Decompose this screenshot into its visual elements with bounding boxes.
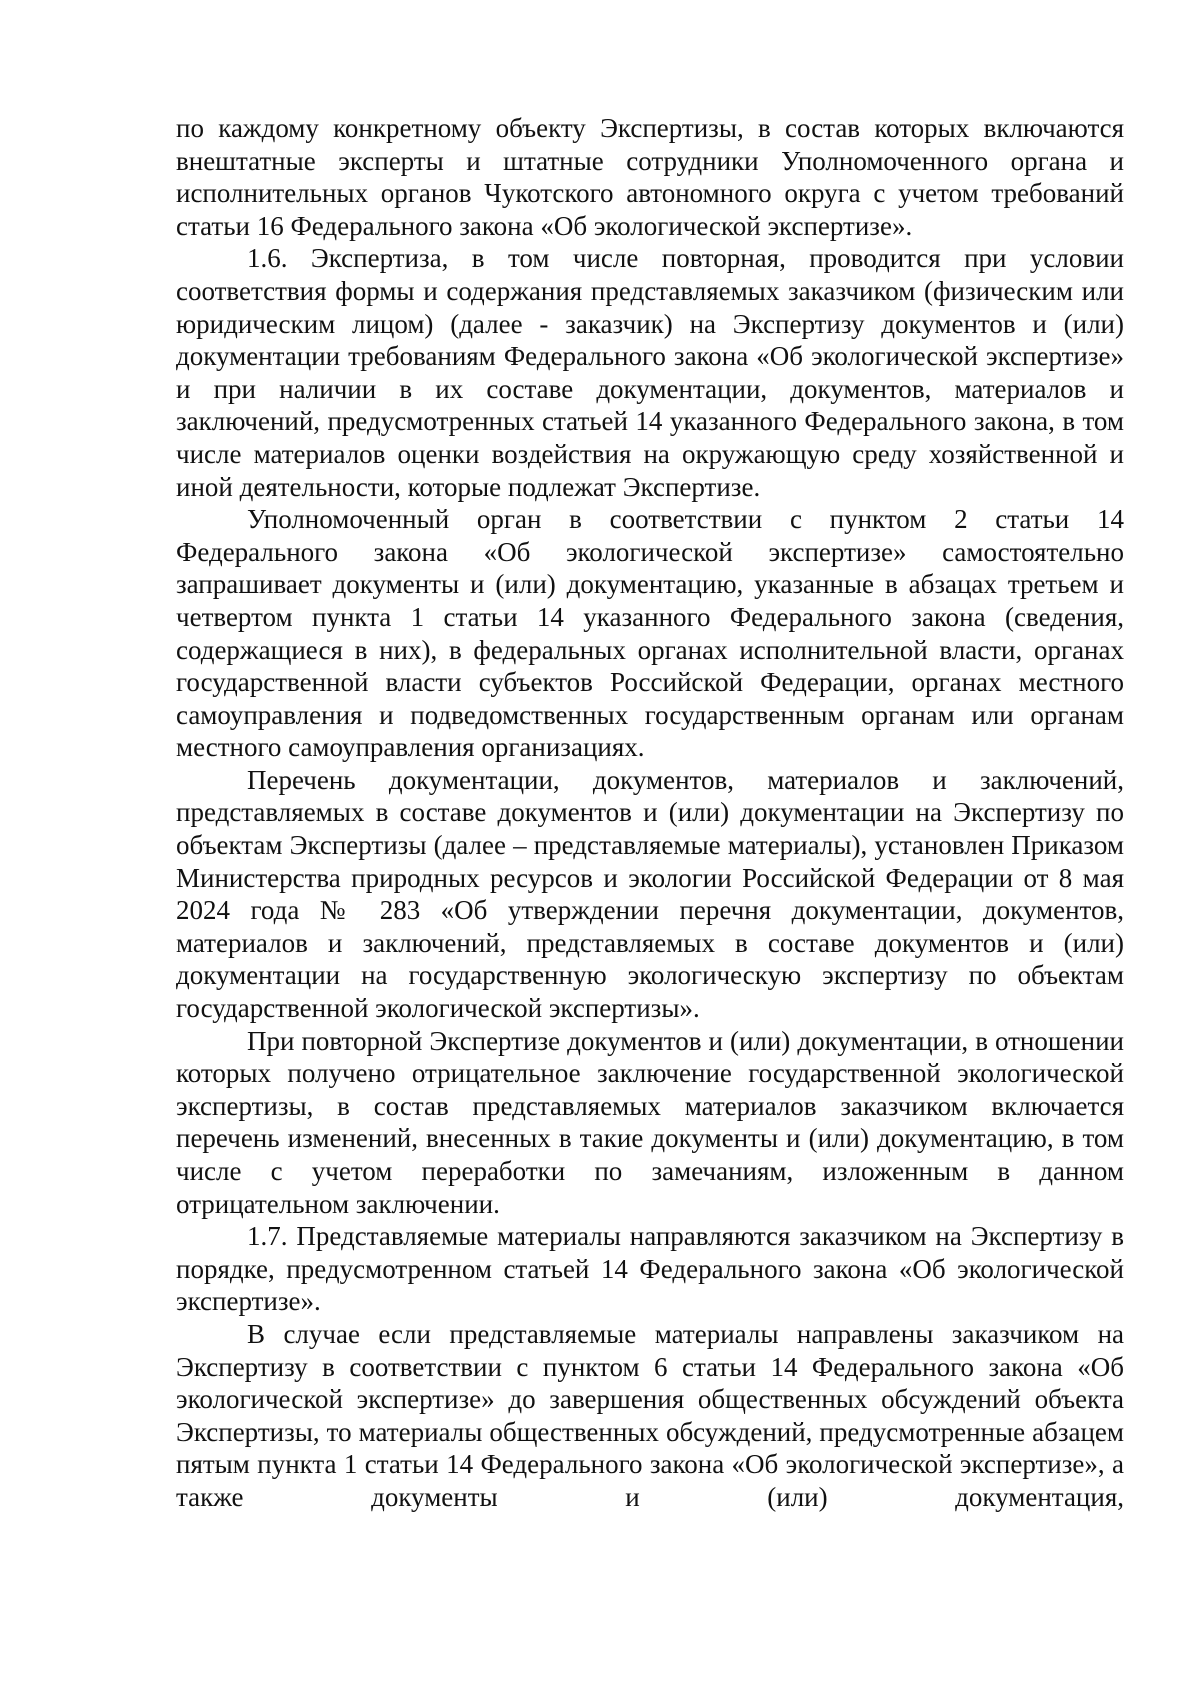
document-page: [176, 112, 1124, 1514]
paragraph-continuation: по каждому конкретному объекту Экспертизы, в состав которых включаются внештатные эксперты и штатные сотрудники Уполномоченного органа и исполнительных органов Чукотского автономного округа с учетом требований статьи 16 Федерального закона «Об экологической экспертизе».: [176, 113, 1124, 241]
paragraph-1-6: 1.6. Экспертиза, в том числе повторная, проводится при условии соответствия формы и содержания представляемых заказчиком (физическим или юридическим лицом) (далее - заказчик) на Экспертизу документов и (или) документации требованиям Федерального закона «Об экологической экспертизе» и при наличии в их составе документации, документов, материалов и заключений, предусмотренных статьей 14 указанного Федерального закона, в том числе материалов оценки воздействия на окружающую среду хозяйственной и иной деятельности, которые подлежат Экспертизе.: [176, 243, 1124, 502]
paragraph-document-list: Перечень документации, документов, материалов и заключений, представляемых в составе документов и (или) документации на Экспертизу по объектам Экспертизы (далее – представляемые материалы), установлен Приказом Министерства природных ресурсов и экологии Российской Федерации от 8 мая 2024 года № 283 «Об утверждении перечня документации, документов, материалов и заключений, представляемых в составе документов и (или) документации на государственную экологическую экспертизу по объектам государственной экологической экспертизы».: [176, 764, 1124, 1024]
paragraph-repeat-expertise: При повторной Экспертизе документов и (или) документации, в отношении которых получено отрицательное заключение государственной экологической экспертизы, в состав представляемых материалов заказчиком включается перечень изменений, внесенных в такие документы и (или) документацию, в том числе с учетом переработки по замечаниям, изложенным в данном отрицательном заключении.: [176, 1025, 1124, 1219]
paragraph-authority-request: Уполномоченный орган в соответствии с пунктом 2 статьи 14 Федерального закона «Об экологической экспертизе» самостоятельно запрашивает документы и (или) документацию, указанные в абзацах третьем и четвертом пункта 1 статьи 14 указанного Федерального закона (сведения, содержащиеся в них), в федеральных органах исполнительной власти, органах государственной власти субъектов Российской Федерации, органах местного самоуправления и подведомственных государственным органам или органам местного самоуправления организациях.: [176, 504, 1124, 763]
paragraph-public-discussion: В случае если представляемые материалы направлены заказчиком на Экспертизу в соответствии с пунктом 6 статьи 14 Федерального закона «Об экологической экспертизе» до завершения общественных обсуждений объекта Экспертизы, то материалы общественных обсуждений, предусмотренные абзацем пятым пункта 1 статьи 14 Федерального закона «Об экологической экспертизе», а также документы и (или) документация,: [176, 1318, 1124, 1512]
paragraph-1-7: 1.7. Представляемые материалы направляются заказчиком на Экспертизу в порядке, предусмотренном статьей 14 Федерального закона «Об экологической экспертизе».: [176, 1221, 1124, 1317]
